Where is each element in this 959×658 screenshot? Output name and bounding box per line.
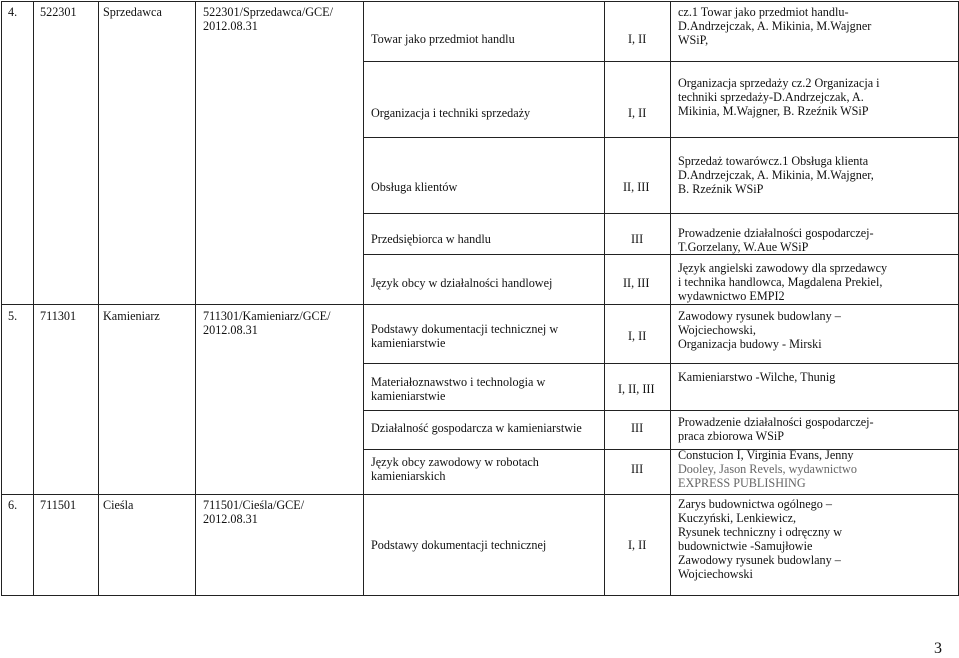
grid-line — [1, 494, 958, 495]
subject-name: kamieniarstwie — [371, 389, 446, 403]
textbook-line: Mikinia, M.Wajgner, B. Rzeźnik WSiP — [678, 104, 869, 118]
subject-classes: I, II — [628, 32, 647, 46]
textbook-line: T.Gorzelany, W.Aue WSiP — [678, 240, 809, 254]
subject-name: Materiałoznawstwo i technologia w — [371, 375, 546, 389]
subject-classes: I, II — [628, 106, 647, 120]
grid-line — [363, 410, 958, 411]
subject-name: Język obcy w działalności handlowej — [371, 276, 553, 290]
grid-line — [363, 254, 958, 255]
program-number: 522301/Sprzedawca/GCE/ — [203, 5, 333, 19]
profession-name: Sprzedawca — [103, 5, 162, 19]
textbook-line: B. Rzeźnik WSiP — [678, 182, 764, 196]
grid-line — [363, 61, 958, 62]
grid-line — [670, 1, 671, 596]
grid-line — [1, 1, 2, 596]
subject-name: kamieniarstwie — [371, 336, 446, 350]
textbook-line: Organizacja sprzedaży cz.2 Organizacja i — [678, 76, 880, 90]
page-number: 3 — [934, 640, 942, 657]
subject-classes: II, III — [623, 180, 650, 194]
profession-code: 711301 — [40, 309, 77, 323]
subject-classes: I, II — [628, 329, 647, 343]
textbook-line: WSiP, — [678, 33, 709, 47]
textbook-line: Kuczyński, Lenkiewicz, — [678, 511, 797, 525]
program-date: 2012.08.31 — [203, 323, 258, 337]
grid-line — [98, 1, 99, 596]
subject-name: Działalność gospodarcza w kamieniarstwie — [371, 421, 582, 435]
grid-line — [604, 1, 605, 596]
grid-line — [363, 137, 958, 138]
subject-name: kamieniarskich — [371, 469, 446, 483]
subject-classes: III — [631, 421, 644, 435]
textbook-line: EXPRESS PUBLISHING — [678, 476, 806, 490]
textbook-line: Wojciechowski, — [678, 323, 756, 337]
textbook-line: techniki sprzedaży-D.Andrzejczak, A. — [678, 90, 864, 104]
textbook-line: Rysunek techniczny i odręczny w — [678, 525, 842, 539]
row-number: 4. — [8, 5, 18, 19]
textbook-line: budownictwie -Samujłowie — [678, 539, 813, 553]
subject-name: Język obcy zawodowy w robotach — [371, 455, 539, 469]
program-date: 2012.08.31 — [203, 512, 258, 526]
grid-line — [1, 595, 958, 596]
textbook-line: Dooley, Jason Revels, wydawnictwo — [678, 462, 857, 476]
textbook-line: Kamieniarstwo -Wilche, Thunig — [678, 370, 836, 384]
subject-name: Przedsiębiorca w handlu — [371, 232, 491, 246]
grid-line — [1, 1, 958, 2]
grid-line — [1, 304, 958, 305]
program-number: 711301/Kamieniarz/GCE/ — [203, 309, 331, 323]
textbook-line: i technika handlowca, Magdalena Prekiel, — [678, 275, 883, 289]
grid-line — [33, 1, 34, 596]
subject-name: Towar jako przedmiot handlu — [371, 32, 515, 46]
subject-classes: II, III — [623, 276, 650, 290]
textbook-line: D.Andrzejczak, A. Mikinia, M.Wajgner — [678, 19, 872, 33]
subject-name: Organizacja i techniki sprzedaży — [371, 106, 531, 120]
textbook-line: Sprzedaż towarówcz.1 Obsługa klienta — [678, 154, 869, 168]
textbook-line: Wojciechowski — [678, 567, 753, 581]
program-date: 2012.08.31 — [203, 19, 258, 33]
subject-name: Podstawy dokumentacji technicznej w — [371, 322, 559, 336]
program-number: 711501/Cieśla/GCE/ — [203, 498, 305, 512]
row-number: 6. — [8, 498, 18, 512]
textbook-line: Organizacja budowy - Mirski — [678, 337, 822, 351]
textbook-line: Zawodowy rysunek budowlany – — [678, 553, 841, 567]
grid-line — [363, 363, 958, 364]
textbook-line: praca zbiorowa WSiP — [678, 429, 785, 443]
textbook-line: Zawodowy rysunek budowlany – — [678, 309, 841, 323]
profession-name: Kamieniarz — [103, 309, 160, 323]
subject-name: Podstawy dokumentacji technicznej — [371, 538, 547, 552]
subject-classes: I, II — [628, 538, 647, 552]
textbook-line: Prowadzenie działalności gospodarczej- — [678, 415, 874, 429]
textbook-line: Constucion I, Virginia Evans, Jenny — [678, 448, 854, 462]
textbook-line: wydawnictwo EMPI2 — [678, 289, 785, 303]
profession-code: 522301 — [40, 5, 77, 19]
subject-name: Obsługa klientów — [371, 180, 458, 194]
grid-line — [195, 1, 196, 596]
textbook-line: Zarys budownictwa ogólnego – — [678, 497, 833, 511]
profession-name: Cieśla — [103, 498, 134, 512]
subject-classes: III — [631, 232, 644, 246]
profession-code: 711501 — [40, 498, 77, 512]
subject-classes: I, II, III — [618, 382, 655, 396]
grid-line — [363, 1, 364, 596]
subject-classes: III — [631, 462, 644, 476]
grid-line — [363, 449, 958, 450]
textbook-line: Język angielski zawodowy dla sprzedawcy — [678, 261, 888, 275]
textbook-line: Prowadzenie działalności gospodarczej- — [678, 226, 874, 240]
row-number: 5. — [8, 309, 18, 323]
grid-line — [363, 213, 958, 214]
textbook-line: D.Andrzejczak, A. Mikinia, M.Wajgner, — [678, 168, 874, 182]
textbook-line: cz.1 Towar jako przedmiot handlu- — [678, 5, 849, 19]
